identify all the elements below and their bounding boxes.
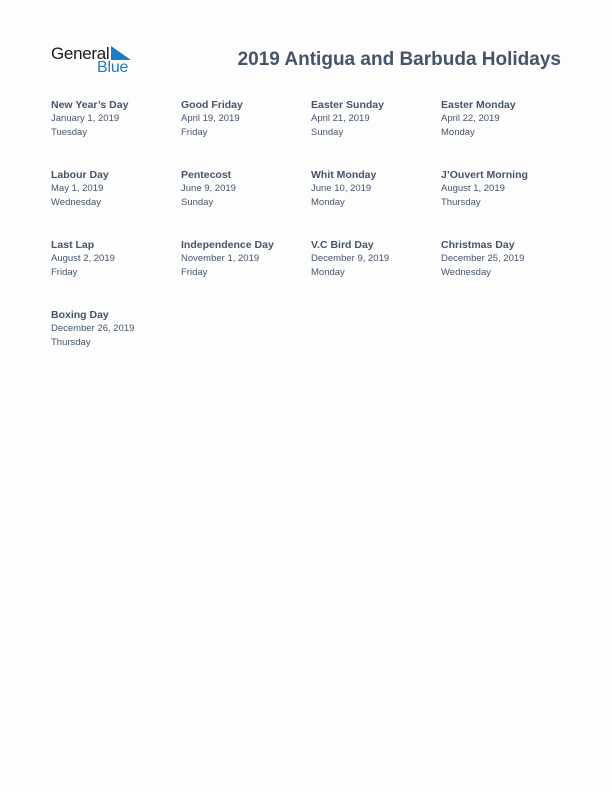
- holiday-item: [441, 169, 567, 209]
- holiday-weekday: Sunday: [181, 196, 214, 208]
- holiday-weekday: Wednesday: [441, 266, 491, 278]
- holiday-name: Easter Sunday: [311, 99, 384, 111]
- holiday-weekday: Thursday: [51, 336, 91, 348]
- holiday-date: May 1, 2019: [51, 183, 104, 194]
- holiday-date: November 1, 2019: [181, 253, 260, 264]
- holiday-name: Independence Day: [181, 239, 274, 251]
- holiday-weekday: Sunday: [311, 126, 344, 138]
- holiday-weekday: Friday: [181, 126, 208, 138]
- holiday-item: [51, 169, 177, 209]
- holiday-date: April 22, 2019: [441, 113, 500, 124]
- holiday-date: December 25, 2019: [441, 253, 525, 264]
- holiday-name: Whit Monday: [311, 169, 377, 181]
- holiday-date: April 21, 2019: [311, 113, 370, 124]
- generalblue-logo: [51, 44, 141, 80]
- holiday-item: [51, 309, 177, 349]
- holiday-item: [51, 239, 177, 279]
- holiday-date: December 26, 2019: [51, 323, 135, 334]
- logo-word-general: General: [51, 44, 110, 63]
- holiday-date: January 1, 2019: [51, 113, 120, 124]
- holiday-date: August 2, 2019: [51, 253, 115, 264]
- holiday-name: Good Friday: [181, 99, 243, 111]
- holiday-weekday: Monday: [311, 196, 345, 208]
- holiday-name: Easter Monday: [441, 99, 516, 111]
- holiday-name: New Year’s Day: [51, 99, 129, 111]
- holiday-weekday: Tuesday: [51, 126, 88, 138]
- holiday-weekday: Wednesday: [51, 196, 101, 208]
- holiday-weekday: Thursday: [441, 196, 481, 208]
- holiday-name: Pentecost: [181, 169, 232, 181]
- holiday-item: [311, 239, 437, 279]
- holiday-name: Boxing Day: [51, 309, 109, 321]
- holiday-name: V.C Bird Day: [311, 239, 374, 251]
- holiday-item: [181, 239, 307, 279]
- page-title: 2019 Antigua and Barbuda Holidays: [237, 49, 561, 70]
- holiday-date: June 9, 2019: [181, 183, 236, 194]
- holiday-weekday: Friday: [181, 266, 208, 278]
- holiday-name: Christmas Day: [441, 239, 515, 251]
- holiday-item: [51, 99, 177, 139]
- logo-triangle-icon: [111, 46, 131, 60]
- holiday-item: [441, 239, 567, 279]
- holiday-item: [441, 99, 567, 139]
- holiday-date: December 9, 2019: [311, 253, 390, 264]
- holiday-item: [181, 169, 307, 209]
- holiday-date: April 19, 2019: [181, 113, 240, 124]
- holiday-name: Labour Day: [51, 169, 109, 181]
- logo-word-blue: Blue: [97, 59, 129, 76]
- holiday-weekday: Monday: [441, 126, 475, 138]
- holiday-name: Last Lap: [51, 239, 95, 251]
- holiday-item: [311, 99, 437, 139]
- holiday-weekday: Monday: [311, 266, 345, 278]
- holiday-name: J’Ouvert Morning: [441, 169, 528, 181]
- holiday-date: August 1, 2019: [441, 183, 505, 194]
- holiday-date: June 10, 2019: [311, 183, 372, 194]
- holiday-weekday: Friday: [51, 266, 78, 278]
- holiday-item: [181, 99, 307, 139]
- holiday-item: [311, 169, 437, 209]
